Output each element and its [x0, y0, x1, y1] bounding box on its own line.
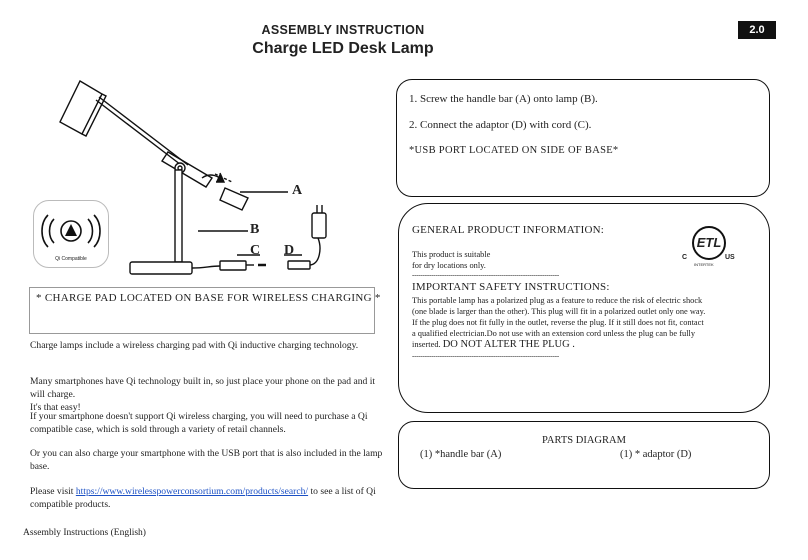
safety-heading: IMPORTANT SAFETY INSTRUCTIONS: — [412, 281, 610, 293]
divider-2: --------------------------------------------------------------------- — [412, 352, 560, 360]
qi-products-link[interactable]: https://www.wirelesspowerconsortium.com/products/search/ — [75, 486, 309, 497]
safety-line-2: (one blade is larger than the other). This plug will fit in a polarized outlet only one way. — [412, 307, 706, 316]
callout-b: B — [250, 222, 260, 237]
safety-line-3: If the plug does not fit fully in the outlet, reverse the plug. If it still does not fit, contact — [412, 318, 704, 327]
visit-suffix: to see a list of Qi compatible products. — [30, 486, 376, 510]
paragraph-easy: It's that easy! — [30, 402, 81, 413]
safety-line-1: This portable lamp has a polarized plug as a feature to reduce the risk of electric shock — [412, 296, 703, 305]
general-info-line-1: This product is suitable — [412, 250, 491, 259]
etl-c: C — [682, 254, 688, 261]
qi-charger-card — [33, 200, 109, 268]
etl-us: US — [725, 254, 735, 261]
paragraph-qi-products — [30, 485, 388, 511]
wireless-charging-icon — [34, 205, 108, 255]
step-1: 1. Screw the handle bar (A) onto lamp (B). — [409, 93, 598, 105]
usb-port-note: *USB PORT LOCATED ON SIDE OF BASE* — [409, 145, 619, 156]
part-adaptor: (1) * adaptor (D) — [620, 449, 692, 460]
paragraph-qi-case: If your smartphone doesn't support Qi wireless charging, you will need to purchase a Qi compatible case, which is sold through a variety of retail channels. — [30, 411, 368, 435]
callout-d: D — [284, 243, 295, 258]
qi-compatible-label: Qi Compatible — [55, 256, 87, 262]
header-title: ASSEMBLY INSTRUCTION — [261, 23, 425, 37]
safety-line-5 — [412, 339, 575, 351]
callout-a: A — [292, 183, 303, 198]
part-handle-bar: (1) *handle bar (A) — [420, 449, 502, 460]
safety-line-4: a qualified electrician.Do not use with an extension cord unless the plug can be fully — [412, 329, 696, 338]
product-info-box — [398, 203, 770, 413]
product-title: Charge LED Desk Lamp — [252, 40, 434, 57]
divider: --------------------------------------------------------------------- — [412, 271, 560, 279]
footer: Assembly Instructions (English) — [23, 528, 146, 538]
step-2: 2. Connect the adaptor (D) with cord (C). — [409, 119, 592, 131]
charge-note-box — [29, 287, 381, 334]
paragraph-usb: Or you can also charge your smartphone with the USB port that is also included in the lamp base. — [30, 448, 383, 472]
version-badge: 2.0 — [738, 21, 776, 39]
parts-diagram-title: PARTS DIAGRAM — [542, 435, 626, 446]
etl-listed-mark — [682, 226, 738, 270]
paragraph-qi-intro: Charge lamps include a wireless charging pad with Qi inductive charging technology. — [30, 340, 359, 351]
callout-c: C — [250, 243, 261, 258]
assembly-steps-box — [396, 79, 770, 197]
etl-intertek: INTERTEK — [694, 262, 714, 267]
paragraph-smartphones: Many smartphones have Qi technology built in, so just place your phone on the pad and it will charge. — [30, 376, 376, 400]
charge-note: * CHARGE PAD LOCATED ON BASE FOR WIRELESS CHARGING * — [36, 292, 381, 304]
general-info-line-2: for dry locations only. — [412, 261, 486, 270]
general-info-heading: GENERAL PRODUCT INFORMATION: — [412, 224, 604, 236]
parts-diagram-box — [398, 421, 770, 489]
etl-logo: ETL — [692, 226, 726, 260]
visit-prefix: Please visit — [30, 486, 76, 497]
do-not-alter-warning: DO NOT ALTER THE PLUG . — [442, 339, 575, 350]
safety-line-5a: inserted. — [412, 340, 443, 349]
